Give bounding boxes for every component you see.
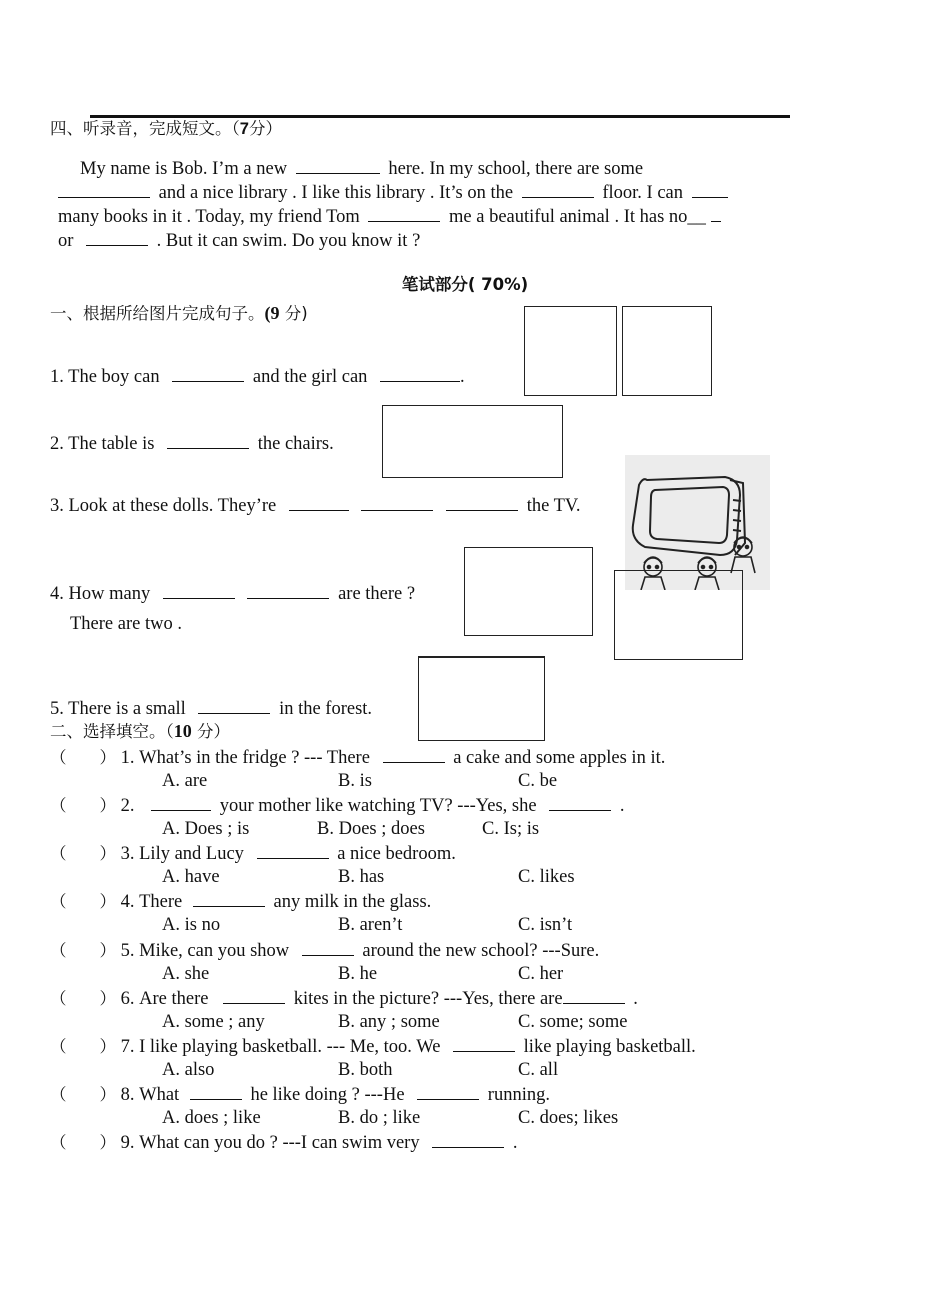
option-b[interactable]: B. any ; some: [338, 1012, 440, 1032]
written-title-text: 笔试部分( 70%): [401, 275, 529, 294]
option-c[interactable]: C. all: [518, 1060, 559, 1080]
mc-question-9: [50, 1131, 517, 1154]
question-text: .: [633, 989, 638, 1009]
option-b[interactable]: B. has: [338, 867, 385, 887]
answer-blank[interactable]: [223, 987, 285, 1004]
passage-text: and a nice library . I like this library . It’s on the: [158, 183, 514, 203]
part1-heading-text: 一、根据所给图片完成句子。: [50, 304, 265, 323]
passage-text: . But it can swim. Do you know it ?: [156, 231, 421, 251]
answer-blank[interactable]: [549, 794, 611, 811]
question-text: your mother like watching TV? ---Yes, she: [219, 796, 537, 816]
answer-paren[interactable]: （ ）: [50, 748, 116, 767]
part1-q5: [50, 697, 372, 720]
question-text: any milk in the glass.: [273, 892, 432, 912]
picture-box-forest: [418, 656, 545, 741]
part1-q1: [50, 365, 465, 388]
option-c[interactable]: C. her: [518, 964, 564, 984]
option-c[interactable]: C. be: [518, 771, 558, 791]
question-text: a nice bedroom.: [337, 844, 456, 864]
answer-blank[interactable]: [257, 842, 329, 859]
passage-line-2: [58, 181, 732, 204]
question-text: 2. The table is: [50, 434, 155, 454]
passage-text: or: [58, 231, 74, 251]
option-c[interactable]: C. likes: [518, 867, 575, 887]
part2-score: 10: [173, 721, 192, 741]
question-text: 9. What can you do ? ---I can swim very: [120, 1133, 420, 1153]
passage-text: floor. I can: [602, 183, 684, 203]
answer-blank[interactable]: [296, 157, 380, 174]
question-text: he like doing ? ---He: [250, 1085, 405, 1105]
question-text: the chairs.: [257, 434, 334, 454]
question-text: 3. Lily and Lucy: [120, 844, 244, 864]
listening-heading-text: 四、听录音，完成短文。（: [50, 119, 240, 138]
answer-blank[interactable]: [361, 494, 433, 511]
answer-blank[interactable]: [368, 205, 440, 222]
mc-question-5: [50, 939, 599, 962]
answer-blank[interactable]: [247, 582, 329, 599]
part2-heading: [50, 720, 230, 743]
picture-box-q3: [614, 570, 743, 660]
option-a[interactable]: A. Does ; is: [162, 819, 250, 839]
part2-heading-text: 二、选择填空。（: [50, 722, 174, 741]
question-text: are there ?: [338, 584, 416, 604]
part1-q4-answer: [70, 613, 182, 635]
mc-question-8: [50, 1083, 550, 1106]
option-a[interactable]: A. she: [162, 964, 210, 984]
answer-blank[interactable]: [198, 697, 270, 714]
mc-question-3: [50, 842, 456, 865]
picture-box-girl: [622, 306, 712, 396]
question-text: like playing basketball.: [523, 1037, 696, 1057]
answer-blank[interactable]: [86, 229, 148, 246]
option-b[interactable]: B. is: [338, 771, 372, 791]
picture-box-boy: [524, 306, 617, 396]
question-text: .: [512, 1133, 518, 1153]
answer-blank[interactable]: [172, 365, 244, 382]
answer-blank[interactable]: [151, 794, 211, 811]
answer-blank[interactable]: [417, 1083, 479, 1100]
mc-question-1: [50, 746, 665, 769]
answer-paren[interactable]: （ ）: [50, 1037, 116, 1056]
option-b[interactable]: B. Does ; does: [317, 819, 425, 839]
answer-blank[interactable]: [446, 494, 518, 511]
option-a[interactable]: A. does ; like: [162, 1108, 261, 1128]
question-text: 1. What’s in the fridge ? --- There: [120, 748, 370, 768]
option-c[interactable]: C. Is; is: [482, 819, 540, 839]
question-text: 4. There: [120, 892, 183, 912]
answer-paren[interactable]: （ ）: [50, 989, 116, 1008]
answer-blank[interactable]: [302, 939, 354, 956]
answer-blank[interactable]: [383, 746, 445, 763]
option-a[interactable]: A. also: [162, 1060, 215, 1080]
answer-blank[interactable]: [692, 181, 728, 198]
mc-question-6: [50, 987, 638, 1010]
option-a[interactable]: A. are: [162, 771, 208, 791]
question-text: and the girl can: [252, 367, 368, 387]
part1-score: (9: [264, 303, 280, 323]
answer-paren[interactable]: （ ）: [50, 941, 116, 960]
question-text: 5. Mike, can you show: [120, 941, 290, 961]
question-text: the TV.: [526, 496, 581, 516]
question-text: 6. Are there: [120, 989, 209, 1009]
answer-blank[interactable]: [711, 205, 721, 222]
question-text: kites in the picture? ---Yes, there are: [293, 989, 563, 1009]
answer-paren[interactable]: （ ）: [50, 796, 116, 815]
question-text: 2.: [120, 796, 135, 816]
passage-text: me a beautiful animal . It has no__: [449, 207, 706, 227]
answer-blank[interactable]: [289, 494, 349, 511]
answer-blank[interactable]: [163, 582, 235, 599]
passage-text: My name is Bob. I’m a new: [80, 159, 288, 179]
listening-unit: 分）: [248, 119, 282, 138]
answer-paren[interactable]: （ ）: [50, 1133, 116, 1152]
answer-blank[interactable]: [522, 181, 594, 198]
question-text: in the forest.: [279, 699, 373, 719]
option-a[interactable]: A. some ; any: [162, 1012, 265, 1032]
answer-blank[interactable]: [563, 987, 625, 1004]
option-b[interactable]: B. both: [338, 1060, 393, 1080]
part2-unit: 分）: [197, 722, 230, 741]
answer-paren[interactable]: （ ）: [50, 844, 116, 863]
question-text: 4. How many: [50, 584, 151, 604]
answer-paren[interactable]: （ ）: [50, 892, 116, 911]
answer-blank[interactable]: [193, 890, 265, 907]
answer-blank[interactable]: [58, 181, 150, 198]
answer-blank[interactable]: [432, 1131, 504, 1148]
answer-paren[interactable]: （ ）: [50, 1085, 116, 1104]
mc-question-2: [50, 794, 624, 817]
question-text: .: [619, 796, 625, 816]
answer-blank[interactable]: [453, 1035, 515, 1052]
part1-q4: [50, 582, 415, 605]
option-b[interactable]: B. he: [338, 964, 378, 984]
option-c[interactable]: C. does; likes: [518, 1108, 619, 1128]
passage-text: many books in it . Today, my friend Tom: [58, 207, 360, 227]
question-text: around the new school? ---Sure.: [362, 941, 600, 961]
question-text: a cake and some apples in it.: [453, 748, 666, 768]
option-b[interactable]: B. aren’t: [338, 915, 403, 935]
picture-box-q4: [464, 547, 593, 636]
option-c[interactable]: C. some; some: [518, 1012, 628, 1032]
passage-line-1: [80, 157, 643, 180]
listening-heading: [50, 118, 282, 140]
question-text: 7. I like playing basketball. --- Me, too. We: [120, 1037, 441, 1057]
part1-q3: [50, 494, 581, 517]
option-c[interactable]: C. isn’t: [518, 915, 573, 935]
answer-blank[interactable]: [190, 1083, 242, 1100]
question-text: 1. The boy can: [50, 367, 160, 387]
passage-line-4: [58, 229, 420, 252]
mc-question-4: [50, 890, 431, 913]
question-text: There are two .: [70, 614, 182, 634]
question-text: 3. Look at these dolls. They’re: [50, 496, 277, 516]
picture-box-table: [382, 405, 563, 478]
listening-score: 7: [239, 120, 249, 138]
question-text: .: [460, 367, 465, 387]
answer-blank[interactable]: [380, 365, 460, 382]
written-part-title: [0, 271, 930, 295]
option-b[interactable]: B. do ; like: [338, 1108, 421, 1128]
passage-line-3: [58, 205, 725, 228]
part1-unit: 分): [284, 304, 308, 323]
option-a[interactable]: A. have: [162, 867, 220, 887]
part1-q2: [50, 432, 334, 455]
question-text: 5. There is a small: [50, 699, 186, 719]
option-a[interactable]: A. is no: [162, 915, 221, 935]
question-text: running.: [487, 1085, 550, 1105]
passage-text: here. In my school, there are some: [388, 159, 644, 179]
question-text: 8. What: [120, 1085, 180, 1105]
part1-heading: [50, 302, 308, 325]
mc-question-7: [50, 1035, 696, 1058]
answer-blank[interactable]: [167, 432, 249, 449]
